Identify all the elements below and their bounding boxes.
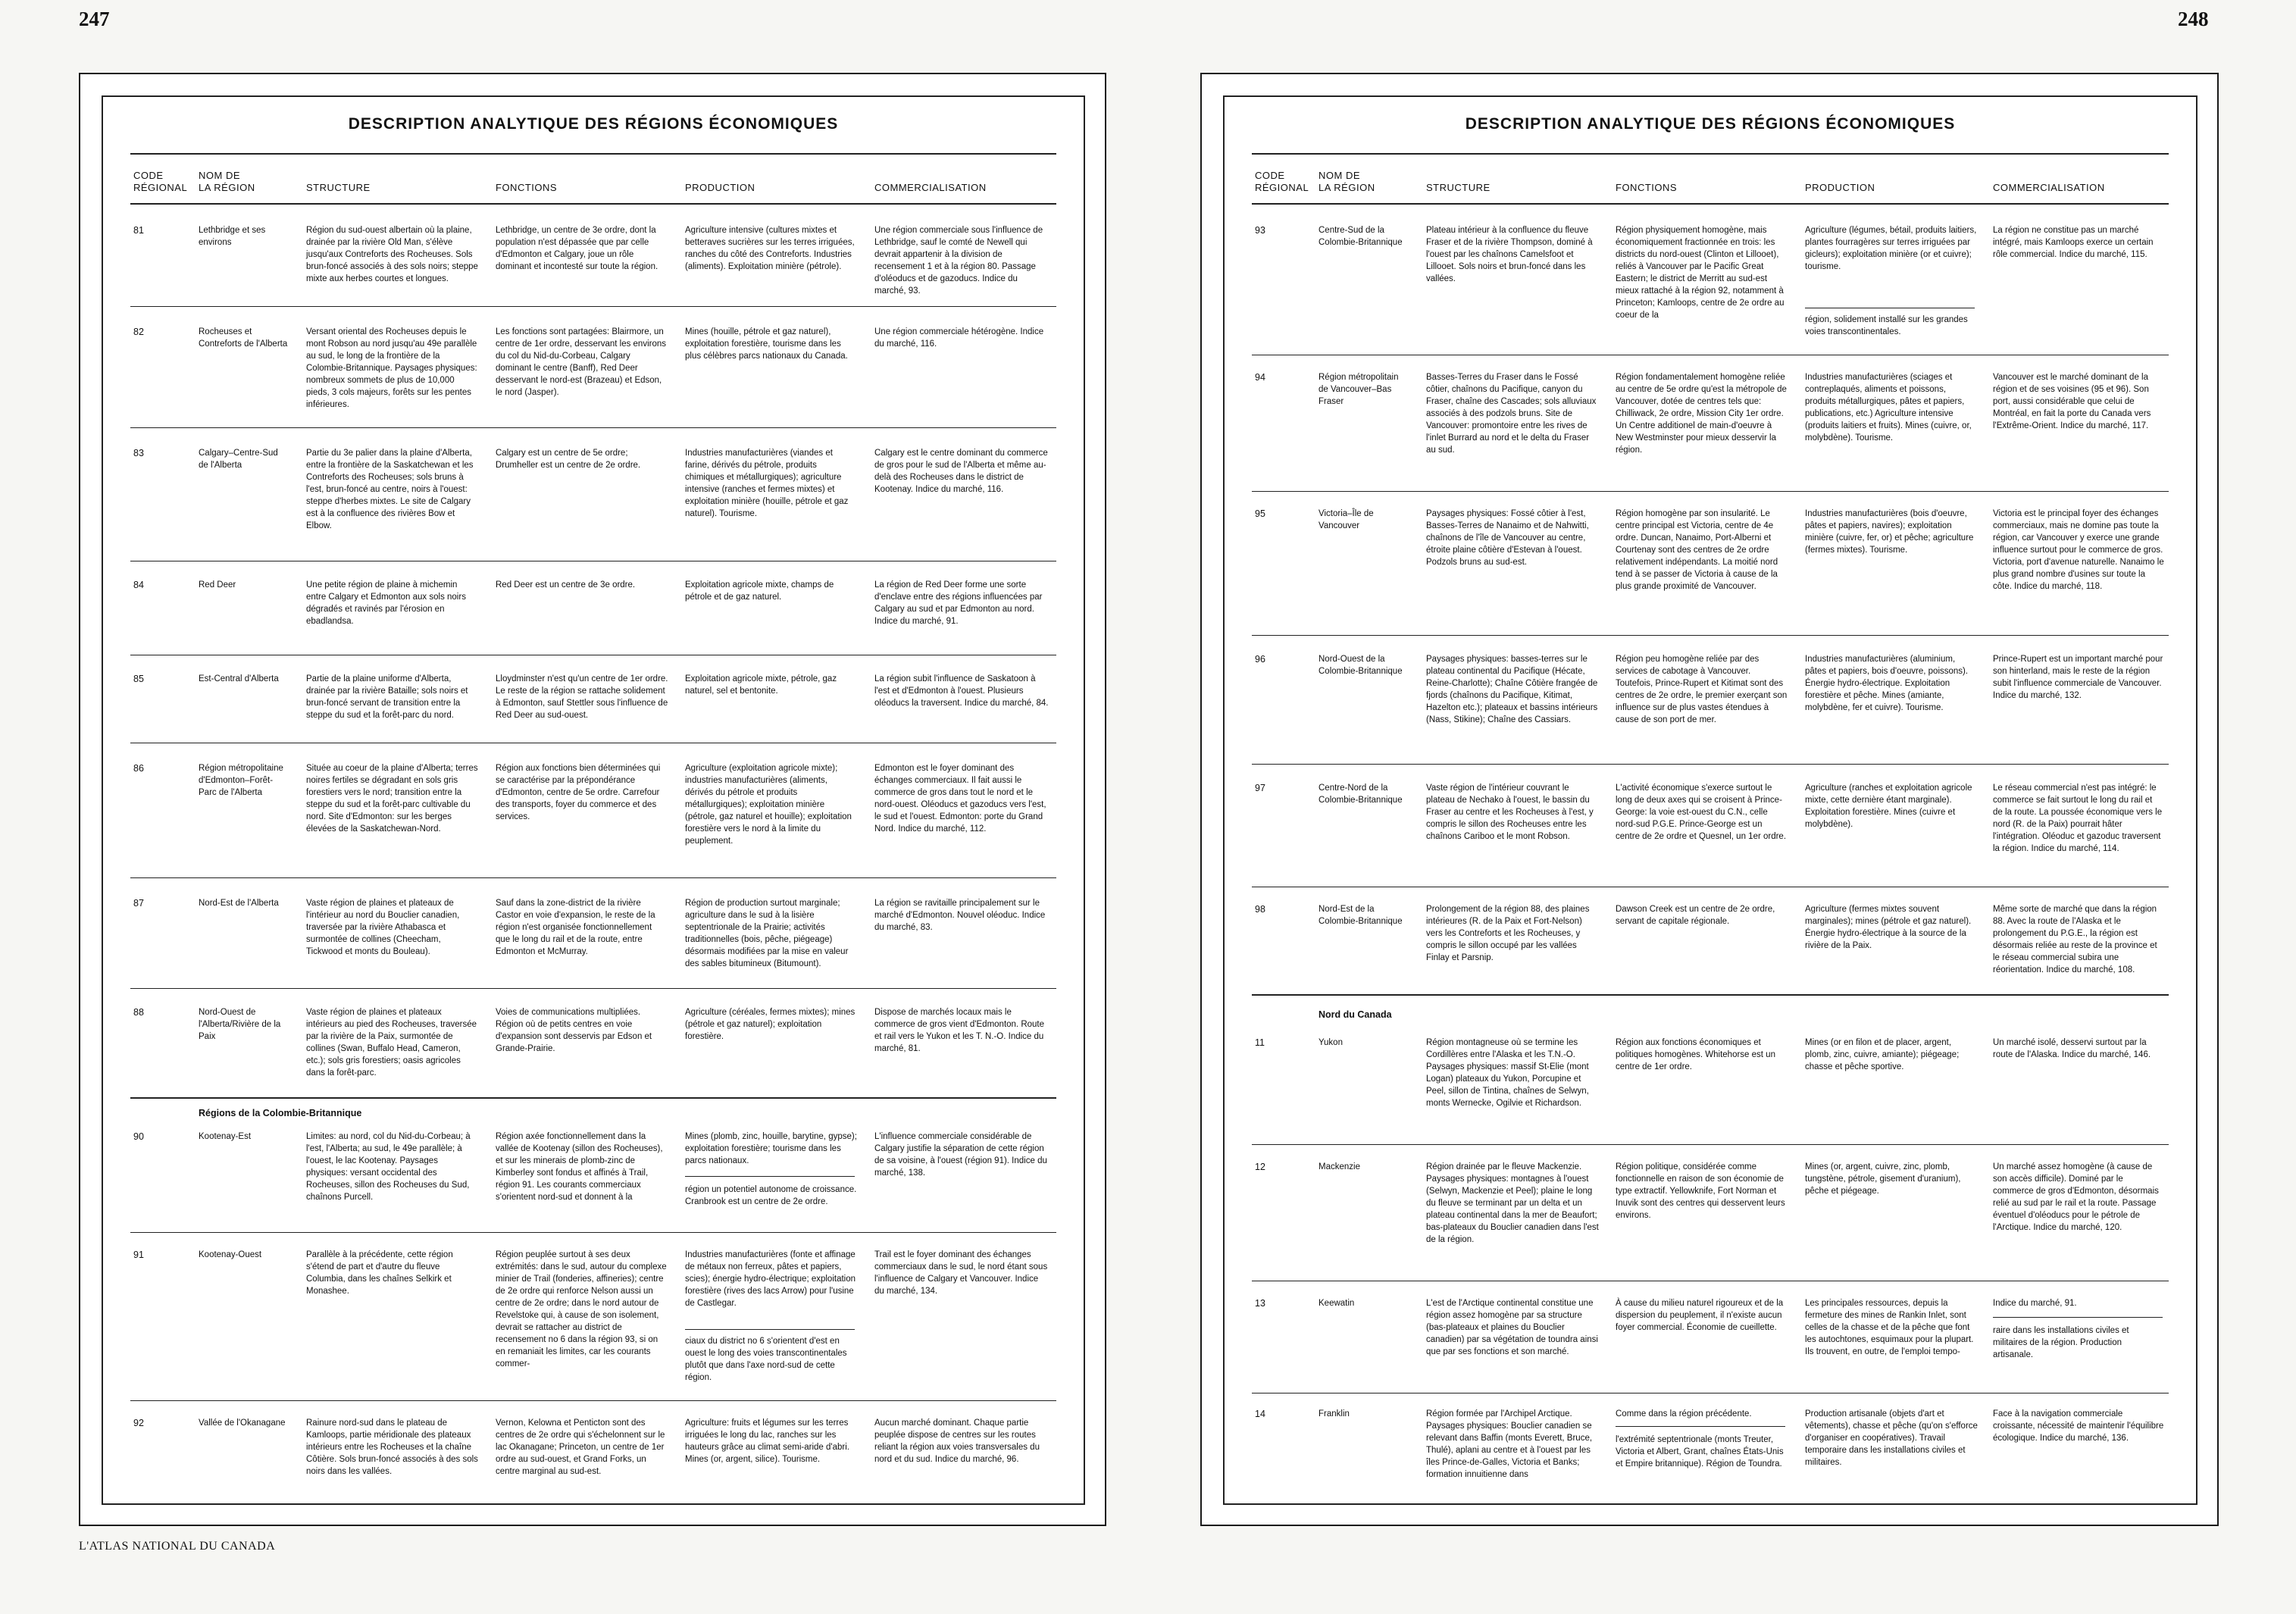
region-structure: Rainure nord-sud dans le plateau de Kamloops, partie méridionale des plateaux intérieurs entre les Rocheuses et la chaîne Côtière. Sols brun-foncé associés à des sols noirs dans les vallées.: [306, 1419, 478, 1476]
region-commercialisation: Prince-Rupert est un important marché pour son hinterland, mais le reste de la région subit l'influence commerciale de Vancouver. Indice du marché, 132.: [1993, 655, 2163, 700]
region-commercialisation: Le réseau commercial n'est pas intégré: le commerce se fait surtout le long du rail et de la route. La poussée économique vers le nord (R. de la Paix) pourrait hâter l'intégration. Oléoduc et gazoduc traversent la région. Indice du marché, 114.: [1993, 784, 2163, 853]
region-structure: Partie du 3e palier dans la plaine d'Alberta, entre la frontière de la Saskatchewan et les Contreforts des Rocheuses; sols bruns à l'est, brun-foncé au centre, noirs à l'ouest: steppe d'herbes mixtes. Le site de Calgary est à la confluence des rivières Bow et Elbow.: [306, 449, 474, 530]
right-page: [1200, 73, 2219, 1526]
section-rule: [1252, 994, 2169, 996]
region-name: Nord-Ouest de l'Alberta/Rivière de la Paix: [199, 1008, 281, 1041]
region-commercialisation: Un marché assez homogène (à cause de son accès difficile). Dominé par le commerce de gros d'Edmonton, désormais relié au sud par le rail et la route. Passage éventuel d'oléoducs pour le pétrole de l'Arctique. Indice du marché, 120.: [1993, 1162, 2159, 1232]
region-fonctions: Les fonctions sont partagées: Blairmore, un centre de 1er ordre, desservant les environs du col du Nid-du-Corbeau, Calgary dominant le centre (Banff), Red Deer desservant le nord-est (Brazeau) et Edson, le nord (Jasper).: [496, 327, 667, 397]
region-name: Lethbridge et ses environs: [199, 226, 266, 247]
row-divider: [1252, 491, 2169, 492]
header-commercialisation: COMMERCIALISATION: [1993, 182, 2105, 193]
region-structure: Paysages physiques: Fossé côtier à l'est, Basses-Terres de Nanaimo et de Nahwitti, chaînons de l'île de Vancouver au centre, étroite plaine côtière d'Estevan à l'ouest. Podzols bruns au sud-est.: [1426, 509, 1589, 567]
header-rule: [130, 203, 1056, 205]
row-divider: [130, 306, 1056, 307]
region-fonctions: Région homogène par son insularité. Le centre principal est Victoria, centre de 4e ordre. Duncan, Nanaimo, Port-Alberni et Courtenay sont des centres de 2e ordre relativement indépendants. La moitié nord tend à se passer de Victoria à cause de la plus grande proximité de Vancouver.: [1616, 509, 1778, 591]
region-production: Mines (or en filon et de placer, argent, plomb, zinc, cuivre, amiante); piégeage; chasse et pêche sportive.: [1805, 1038, 1960, 1071]
page-title-right: DESCRIPTION ANALYTIQUE DES RÉGIONS ÉCONOMIQUES: [1465, 115, 1956, 133]
region-name: Nord-Est de l'Alberta: [199, 899, 279, 908]
region-name: Yukon: [1318, 1038, 1343, 1047]
region-fonctions: Région politique, considérée comme fonctionnelle en raison de son économie de type extractif. Yellowknife, Fort Norman et Inuvik sont des centres qui desservent leurs environs.: [1616, 1162, 1785, 1220]
region-fonctions: Sauf dans la zone-district de la rivière Castor en voie d'expansion, le reste de la région n'est organisée fonctionnellement que le long du rail et de la route, entre Edmonton et McMurray.: [496, 899, 655, 956]
atlas-footer: L'ATLAS NATIONAL DU CANADA: [79, 1540, 276, 1553]
region-production: Mines (plomb, zinc, houille, barytine, gypse); exploitation forestière; tourisme dans les parcs nationaux.: [685, 1132, 857, 1165]
region-production: Industries manufacturières (fonte et affinage de métaux non ferreux, pâtes et papiers, scies); énergie hydro-électrique; exploitation forestière (rives des lacs Arrow) pour l'usine de Castlegar.: [685, 1250, 856, 1308]
region-name: Vallée de l'Okanagane: [199, 1419, 286, 1428]
region-commercialisation: La région ne constitue pas un marché intégré, mais Kamloops exerce un certain rôle commercial. Indice du marché, 115.: [1993, 226, 2154, 259]
region-structure: Versant oriental des Rocheuses depuis le mont Robson au nord jusqu'au 49e parallèle au sud, le long de la frontière de la Colombie-Britannique. Paysages physiques: nombreux sommets de plus de 10,000 pieds, 3 cols majeurs, forêts sur les pentes inférieures.: [306, 327, 477, 409]
region-name: Région métropolitain de Vancouver–Bas Fraser: [1318, 373, 1399, 406]
header-code: CODE RÉGIONAL: [133, 170, 188, 193]
region-structure: Parallèle à la précédente, cette région s'étend de part et d'autre du fleuve Columbia, dans les chaînes Selkirk et Monashee.: [306, 1250, 453, 1296]
row-divider: [130, 988, 1056, 989]
region-production: Exploitation agricole mixte, pétrole, gaz naturel, sel et bentonite.: [685, 674, 837, 696]
region-production: Agriculture: fruits et légumes sur les terres irriguées le long du lac, ranches sur les hauteurs grâce au climat semi-aride d'abri. Mines (or, argent, silice). Tourisme.: [685, 1419, 849, 1464]
region-code: 88: [133, 1007, 144, 1018]
region-commercialisation: La région de Red Deer forme une sorte d'enclave entre des régions influencées par Calgary au sud et par Edmonton au nord. Indice du marché, 91.: [874, 580, 1043, 626]
header-structure: STRUCTURE: [306, 182, 371, 193]
region-production: Agriculture (fermes mixtes souvent marginales); mines (pétrole et gaz naturel). Énergie hydro-électrique à la source de la rivière de la Paix.: [1805, 905, 1972, 950]
continuation-rule: [685, 1329, 855, 1330]
region-code: 94: [1255, 372, 1265, 383]
header-production: PRODUCTION: [1805, 182, 1875, 193]
region-fonctions: Région axée fonctionnellement dans la vallée de Kootenay (sillon des Rocheuses), et sur les minerais de plomb-zinc de Kimberley sont fondus et affinés à Trail, région 91. Les courants commerciaux s'orientent nord-sud et donnent à la: [496, 1132, 663, 1202]
region-production: Agriculture (céréales, fermes mixtes); mines (pétrole et gaz naturel); exploitation forestière.: [685, 1008, 856, 1041]
header-rule: [1252, 203, 2169, 205]
region-commercialisation: Trail est le foyer dominant des échanges commerciaux dans le sud, le nord étant sous l'influence de Calgary et Vancouver. Indice du marché, 134.: [874, 1250, 1048, 1296]
region-fonctions: Région peu homogène reliée par des services de cabotage à Vancouver. Toutefois, Prince-Rupert et Kitimat sont des centres de 2e ordre, le premier exerçant son influence sur de plus vastes étendues à cause de son port de mer.: [1616, 655, 1788, 724]
header-production: PRODUCTION: [685, 182, 755, 193]
region-name: Région métropolitaine d'Edmonton–Forêt-Parc de l'Alberta: [199, 764, 283, 797]
region-name: Nord-Est de la Colombie-Britannique: [1318, 905, 1403, 926]
region-code: 13: [1255, 1298, 1265, 1309]
region-name: Calgary–Centre-Sud de l'Alberta: [199, 449, 278, 470]
right-table-frame: [1223, 95, 2197, 1505]
row-divider: [130, 1400, 1056, 1401]
region-commercialisation: La région se ravitaille principalement sur le marché d'Edmonton. Nouvel oléoduc. Indice du marché, 83.: [874, 899, 1046, 932]
region-production: Industries manufacturières (viandes et farine, dérivés du pétrole, produits chimiques et métallurgiques); agriculture intensive (ranches et fermes mixtes) et exploitation minière (houille, pétrole et gaz naturel). Tourisme.: [685, 449, 849, 518]
region-commercialisation-continued: raire dans les installations civiles et militaires de la région. Production artisanale.: [1993, 1326, 2129, 1359]
continuation-rule: [1616, 1426, 1785, 1427]
region-name: Franklin: [1318, 1409, 1350, 1419]
region-commercialisation: Victoria est le principal foyer des échanges commerciaux, mais ne domine pas toute la région, car Vancouver y exerce une grande influence surtout pour le commerce de gros. Victoria, port d'avenue naturelle. Nanaimo le plus grand nombre d'usines sur toute la côte. Indice du marché, 118.: [1993, 509, 2164, 591]
region-name: Est-Central d'Alberta: [199, 674, 279, 683]
region-code: 96: [1255, 654, 1265, 665]
region-code: 91: [133, 1250, 144, 1260]
continuation-rule: [685, 1176, 855, 1177]
region-commercialisation: Calgary est le centre dominant du commerce de gros pour le sud de l'Alberta et même au-delà des Rocheuses dans le district de Kootenay. Indice du marché, 116.: [874, 449, 1048, 494]
page-number-left: 247: [79, 8, 110, 30]
region-commercialisation: Aucun marché dominant. Chaque partie peuplée dispose de centres sur les routes reliant la région aux voies transversales du nord et du sud. Indice du marché, 96.: [874, 1419, 1040, 1464]
region-commercialisation: Indice du marché, 91.: [1993, 1299, 2077, 1308]
region-name: Centre-Nord de la Colombie-Britannique: [1318, 784, 1403, 805]
region-commercialisation: Dispose de marchés locaux mais le commerce de gros vient d'Edmonton. Route et rail vers le Yukon et les T. N.-O. Indice du marché, 81.: [874, 1008, 1045, 1053]
region-production: Les principales ressources, depuis la fermeture des mines de Rankin Inlet, sont celles de la chasse et de la pêche que font les autochtones, esquimaux pour la plupart. Ils trouvent, en outre, de l'emploi tempo-: [1805, 1299, 1974, 1356]
left-page: [79, 73, 1106, 1526]
region-code: 86: [133, 763, 144, 774]
region-structure: Vaste région de plaines et plateaux intérieurs au pied des Rocheuses, traversée par la rivière de la Paix, surmontée de collines (Swan, Buffalo Head, Cameron, etc.); sols gris forestiers; oasis agricoles dans la forêt-parc.: [306, 1008, 477, 1078]
region-commercialisation: Un marché isolé, desservi surtout par la route de l'Alaska. Indice du marché, 146.: [1993, 1038, 2151, 1059]
region-fonctions: Comme dans la région précédente.: [1616, 1409, 1752, 1419]
region-production: Industries manufacturières (aluminium, pâtes et papiers, bois d'oeuvre, poissons). Énergie hydro-électrique. Exploitation forestière et pêche. Mines (amiante, molybdène, fer et cuivre). Tourisme.: [1805, 655, 1969, 712]
region-commercialisation: Une région commerciale hétérogène. Indice du marché, 116.: [874, 327, 1044, 349]
region-code: 81: [133, 225, 144, 236]
region-production: Production artisanale (objets d'art et vêtements), chasse et pêche (qu'on s'efforce d'organiser en coopératives). Travail temporaire dans les installations civiles et militaires.: [1805, 1409, 1978, 1467]
title-rule: [130, 153, 1056, 155]
region-code: 92: [133, 1418, 144, 1428]
region-production: Industries manufacturières (bois d'oeuvre, pâtes et papiers, navires); exploitation minière (cuivre, fer, or) et pêche; agriculture (fermes mixtes). Tourisme.: [1805, 509, 1974, 555]
header-name: NOM DE LA RÉGION: [1318, 170, 1375, 193]
region-code: 98: [1255, 904, 1265, 915]
region-code: 93: [1255, 225, 1265, 236]
page-title-left: DESCRIPTION ANALYTIQUE DES RÉGIONS ÉCONOMIQUES: [348, 115, 839, 133]
region-structure: Limites: au nord, col du Nid-du-Corbeau; à l'est, l'Alberta; au sud, le 49e parallèle; à l'ouest, le lac Kootenay. Paysages physiques: versant occidental des Rocheuses, sillon des Rocheuses du Sud, chaînons Purcell.: [306, 1132, 471, 1202]
header-code: CODE RÉGIONAL: [1255, 170, 1309, 193]
region-production: Agriculture (exploitation agricole mixte); industries manufacturières (aliments, dérivés du pétrole et produits métallurgiques); exploitation minière (pétrole, gaz naturel et houille); exploitation forestière vers le nord à la limite du peuplement.: [685, 764, 852, 846]
header-structure: STRUCTURE: [1426, 182, 1491, 193]
region-fonctions: Vernon, Kelowna et Penticton sont des centres de 2e ordre qui s'échelonnent sur le lac Okanagane; Princeton, un centre de 1er ordre au sud-ouest, et Grand Forks, un centre marginal au sud-est.: [496, 1419, 665, 1476]
region-code: 97: [1255, 783, 1265, 793]
region-fonctions: L'activité économique s'exerce surtout le long de deux axes qui se croisent à Prince-George: la voie est-ouest du C.N., celle nord-sud P.G.E. Prince-George est un centre de 2e ordre et Quesnel, un 1er ordre.: [1616, 784, 1787, 841]
region-production: Exploitation agricole mixte, champs de pétrole et de gaz naturel.: [685, 580, 834, 602]
region-name: Red Deer: [199, 580, 236, 590]
region-code: 83: [133, 448, 144, 458]
region-fonctions: Région aux fonctions bien déterminées qui se caractérise par la prépondérance d'Edmonton, centre de 5e ordre. Carrefour des transports, foyer du commerce et des services.: [496, 764, 661, 821]
region-commercialisation: Une région commerciale sous l'influence de Lethbridge, sauf le comté de Newell qui devrait appartenir à la division de recensement 1 et à la région 80. Passage d'oléoducs et de gazoducs. Indice du marché, 93.: [874, 226, 1043, 296]
section-rule: [130, 1097, 1056, 1099]
region-code: 82: [133, 327, 144, 337]
region-production-continued: région, solidement installé sur les grandes voies transcontinentales.: [1805, 315, 1968, 336]
region-fonctions: Dawson Creek est un centre de 2e ordre, servant de capitale régionale.: [1616, 905, 1775, 926]
region-fonctions: Région peuplée surtout à ses deux extrémités: dans le sud, autour du complexe minier de Trail (fonderies, affineries); centre de 2e ordre qui renforce Nelson aussi un centre de 2e ordre; dans le nord autour de Revelstoke qui, à cause de son isolement, devrait se rattacher au district de recensement no 6 dans la région 93, si on en remaniait les limites, car les courants commer-: [496, 1250, 667, 1368]
region-production: Industries manufacturières (sciages et contreplaqués, aliments et poissons, produits métallurgiques, pâtes et papiers, publications, etc.) Agriculture intensive (produits laitiers et fruits). Mines (cuivre, or, molybdène). Tourisme.: [1805, 373, 1972, 443]
region-name: Mackenzie: [1318, 1162, 1360, 1171]
section-heading: Régions de la Colombie-Britannique: [199, 1108, 362, 1118]
row-divider: [1252, 635, 2169, 636]
region-structure: Vaste région de plaines et plateaux de l'intérieur au nord du Bouclier canadien, traversée par la rivière Athabasca et surmontée de collines (Cheecham, Tickwood et monts du Bouleau).: [306, 899, 460, 956]
region-commercialisation: Edmonton est le foyer dominant des échanges commerciaux. Il fait aussi le commerce de gros dans tout le nord et le nord-ouest. Oléoducs et gazoducs vers l'est, le sud et l'ouest. Edmonton: porte du Grand Nord. Indice du marché, 112.: [874, 764, 1046, 834]
row-divider: [130, 877, 1056, 878]
region-production: Région de production surtout marginale; agriculture dans le sud à la lisière septentrionale de la Prairie; activités traditionnelles (bois, pêche, piégeage) désormais modifiées par la mise en valeur des sables bitumineux (Bitumount).: [685, 899, 849, 968]
row-divider: [130, 1232, 1056, 1233]
region-production-continued: ciaux du district no 6 s'orientent d'est en ouest le long des voies transcontinentales plutôt que dans l'axe nord-sud de cette région.: [685, 1337, 847, 1382]
page-number-right: 248: [2178, 8, 2209, 30]
region-code: 11: [1255, 1037, 1265, 1048]
region-code: 90: [133, 1131, 144, 1142]
region-structure: Région du sud-ouest albertain où la plaine, drainée par la rivière Old Man, s'élève jusqu'aux Contreforts des Rocheuses. Sols brun-foncé associés à des sols noirs; steppe mixte aux herbes courtes et longues.: [306, 226, 478, 283]
region-fonctions: Voies de communications multipliées. Région où de petits centres en voie d'expansion sont desservis par Edson et Grande-Prairie.: [496, 1008, 652, 1053]
region-name: Victoria–Île de Vancouver: [1318, 509, 1374, 530]
region-commercialisation: Vancouver est le marché dominant de la région et de ses voisines (95 et 96). Son port, aussi considérable que celui de Montréal, en fait la porte du Canada vers l'Extrême-Orient. Indice du marché, 117.: [1993, 373, 2151, 430]
header-commercialisation: COMMERCIALISATION: [874, 182, 987, 193]
region-structure: Paysages physiques: basses-terres sur le plateau continental du Pacifique (Hécate, Reine-Charlotte); Chaîne Côtière frangée de fjords (chaînons du Pacifique, Kitimat, Hazelton etc.); plateaux et bassins intérieurs (Nass, Stikine); Chaîne des Cassiars.: [1426, 655, 1598, 724]
region-name: Rocheuses et Contreforts de l'Alberta: [199, 327, 288, 349]
row-divider: [1252, 764, 2169, 765]
region-structure: Une petite région de plaine à michemin entre Calgary et Edmonton aux sols noirs dégradés et ravinés par l'érosion en ebadlandsa.: [306, 580, 466, 626]
region-structure: L'est de l'Arctique continental constitue une région assez homogène par sa structure (bas-plateaux et plaines du Bouclier canadien) par sa végétation de toundra ainsi que par ses fonctions et son marché.: [1426, 1299, 1598, 1356]
region-commercialisation: La région subit l'influence de Saskatoon à l'est et d'Edmonton à l'ouest. Plusieurs oléoducs la traversent. Indice du marché, 84.: [874, 674, 1049, 708]
region-name: Keewatin: [1318, 1299, 1355, 1308]
region-name: Centre-Sud de la Colombie-Britannique: [1318, 226, 1403, 247]
region-fonctions: Lloydminster n'est qu'un centre de 1er ordre. Le reste de la région se rattache solidement à Edmonton, sauf Stettler sous l'influence de Red Deer au sud-ouest.: [496, 674, 668, 720]
region-fonctions: Région aux fonctions économiques et politiques homogènes. Whitehorse est un centre de 1er ordre.: [1616, 1038, 1775, 1071]
left-table-frame: [102, 95, 1085, 1505]
region-production: Mines (houille, pétrole et gaz naturel), exploitation forestière, tourisme dans les plus célèbres parcs nationaux du Canada.: [685, 327, 848, 361]
region-structure: Vaste région de l'intérieur couvrant le plateau de Nechako à l'ouest, le bassin du Fraser au centre et les Rocheuses à l'est, y compris le sillon des Rocheuses entre les chaînons Cariboo et le mont Robson.: [1426, 784, 1594, 841]
region-code: 14: [1255, 1409, 1265, 1419]
row-divider: [1252, 1144, 2169, 1145]
continuation-rule: [1993, 1317, 2163, 1318]
region-structure: Plateau intérieur à la confluence du fleuve Fraser et de la rivière Thompson, dominé à l'ouest par les chaînons Camelsfoot et Lillooet. Sols noirs et brun-foncé dans les vallées.: [1426, 226, 1593, 283]
region-name: Nord-Ouest de la Colombie-Britannique: [1318, 655, 1403, 676]
region-code: 85: [133, 674, 144, 684]
header-fonctions: FONCTIONS: [496, 182, 558, 193]
region-fonctions: Calgary est un centre de 5e ordre; Drumheller est un centre de 2e ordre.: [496, 449, 641, 470]
region-structure: Prolongement de la région 88, des plaines intérieures (R. de la Paix et Fort-Nelson) vers les Contreforts et les Rocheuses, y compris le sillon occupé par les vallées Finlay et Parsnip.: [1426, 905, 1590, 962]
region-structure: Région montagneuse où se termine les Cordillères entre l'Alaska et les T.N.-O. Paysages physiques: massif St-Elie (mont Logan) plateaux du Yukon, Porcupine et Peel, sillon de Tintina, chaînes de Selwyn, monts Wernecke, Ogilvie et Richardson.: [1426, 1038, 1589, 1108]
region-production-continued: région un potentiel autonome de croissance. Cranbrook est un centre de 2e ordre.: [685, 1185, 857, 1206]
region-structure: Basses-Terres du Fraser dans le Fossé côtier, chaînons du Pacifique, canyon du Fraser, chaîne des Cascades; sols alluviaux associés à des podzols bruns. Site de Vancouver: promontoire entre les rives de l'inlet Burrard au nord et le delta du Fraser au sud.: [1426, 373, 1597, 455]
region-code: 12: [1255, 1162, 1265, 1172]
region-fonctions: Région physiquement homogène, mais économiquement fractionnée en trois: les districts du nord-ouest (Clinton et Lillooet), reliés à Vancouver par le Pacific Great Eastern; le district de Merritt au sud-est mieux rattaché à la région 92, notamment à Princeton; Kamloops, centre de 2e ordre au coeur de la: [1616, 226, 1785, 320]
region-production: Agriculture intensive (cultures mixtes et betteraves sucrières sur les terres irriguées, ranches du côté des Contreforts. Industries (aliments). Exploitation minière (pétrole).: [685, 226, 855, 271]
region-fonctions-continued: l'extrémité septentrionale (monts Treuter, Victoria et Albert, Grant, chaînes États-Unis et Empire britannique). Région de Toundra.: [1616, 1435, 1784, 1469]
region-production: Mines (or, argent, cuivre, zinc, plomb, tungstène, pétrole, gisement d'uranium), pêche et piégeage.: [1805, 1162, 1961, 1196]
region-commercialisation: L'influence commerciale considérable de Calgary justifie la séparation de cette région de sa voisine, à l'ouest (région 91). Indice du marché, 138.: [874, 1132, 1047, 1178]
region-fonctions: Lethbridge, un centre de 3e ordre, dont la population n'est dépassée que par celle d'Edmonton et Calgary, joue un rôle dominant et incontesté sur toute la région.: [496, 226, 658, 271]
region-structure: Région formée par l'Archipel Arctique. Paysages physiques: Bouclier canadien se relevant dans Baffin (monts Everett, Bruce, Thulé), aplani au centre et à l'ouest par les îles Prince-de-Galles, Victoria et Banks; formation innuitienne dans: [1426, 1409, 1593, 1479]
region-name: Kootenay-Ouest: [199, 1250, 262, 1259]
region-name: Kootenay-Est: [199, 1132, 252, 1141]
region-code: 95: [1255, 508, 1265, 519]
region-commercialisation: Même sorte de marché que dans la région 88. Avec la route de l'Alaska et le prolongement du P.G.E., la région est désormais reliée au reste de la province et le réseau commercial subira une réorientation. Indice du marché, 108.: [1993, 905, 2157, 974]
region-fonctions: Red Deer est un centre de 3e ordre.: [496, 580, 636, 590]
header-name: NOM DE LA RÉGION: [199, 170, 255, 193]
region-structure: Partie de la plaine uniforme d'Alberta, drainée par la rivière Bataille; sols noirs et brun-foncé servant de transition entre la steppe du sud et la forêt-parc du nord.: [306, 674, 468, 720]
header-fonctions: FONCTIONS: [1616, 182, 1678, 193]
row-divider: [130, 427, 1056, 428]
region-structure: Située au coeur de la plaine d'Alberta; terres noires fertiles se dégradant en sols gris forestiers vers le nord; transition entre la steppe du sud et la forêt-parc cultivable du nord. Site d'Edmonton: sur les berges élevées de la Saskatchewan-Nord.: [306, 764, 478, 834]
region-code: 87: [133, 898, 144, 909]
region-fonctions: Région fondamentalement homogène reliée au centre de 5e ordre qu'est la métropole de Vancouver, dotée de centres tels que: Chilliwack, 2e ordre, Mission City 1er ordre. Un Centre additionel de main-d'oeuvre à New Westminster pour mieux desservir la région.: [1616, 373, 1787, 455]
region-fonctions: À cause du milieu naturel rigoureux et de la dispersion du peuplement, il n'existe aucun foyer commercial. Économie de cueillette.: [1616, 1299, 1784, 1332]
title-rule: [1252, 153, 2169, 155]
region-production: Agriculture (légumes, bétail, produits laitiers, plantes fourragères sur terres irriguées par gicleurs); exploitation minière (or et cuivre); tourisme.: [1805, 226, 1977, 271]
region-commercialisation: Face à la navigation commerciale croissante, nécessité de maintenir l'équilibre écologique. Indice du marché, 136.: [1993, 1409, 2164, 1443]
section-heading: Nord du Canada: [1318, 1009, 1392, 1020]
region-code: 84: [133, 580, 144, 590]
region-production: Agriculture (ranches et exploitation agricole mixte, cette dernière étant marginale). Exploitation forestière. Mines (cuivre et molybdène).: [1805, 784, 1972, 829]
region-structure: Région drainée par le fleuve Mackenzie. Paysages physiques: montagnes à l'ouest (Selwyn, Mackenzie et Peel); plaine le long du fleuve se terminant par un delta et un plateau continental dans la mer de Beaufort; bas-plateaux du Bouclier canadien dans l'est de la région.: [1426, 1162, 1599, 1244]
